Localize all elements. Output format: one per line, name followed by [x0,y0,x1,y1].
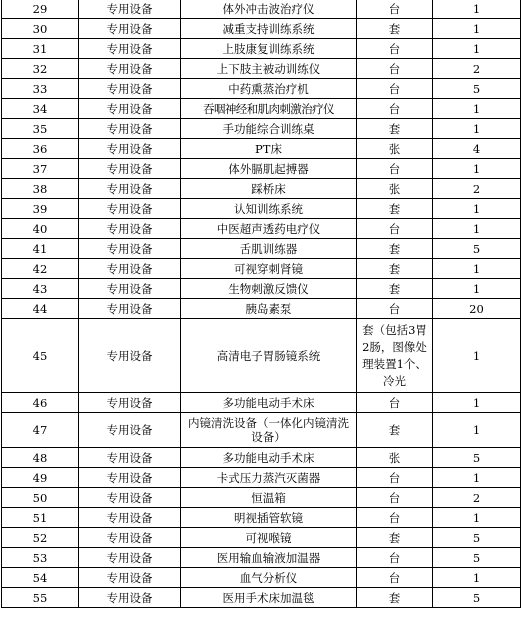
item-category: 专用设备 [79,279,181,299]
item-number: 30 [2,19,79,39]
item-name: 认知训练系统 [181,199,357,219]
item-unit: 台 [357,299,433,319]
item-number: 36 [2,139,79,159]
item-number: 44 [2,299,79,319]
item-category: 专用设备 [79,588,181,608]
item-category: 专用设备 [79,199,181,219]
item-quantity: 1 [433,159,521,179]
table-row [2,259,521,279]
item-quantity: 20 [433,299,521,319]
item-number: 37 [2,159,79,179]
item-name: 可视穿刺肾镜 [181,259,357,279]
item-unit: 台 [357,79,433,99]
item-number: 33 [2,79,79,99]
item-unit: 套 [357,528,433,548]
item-quantity: 5 [433,548,521,568]
item-name: 可视喉镜 [181,528,357,548]
item-category: 专用设备 [79,59,181,79]
item-unit: 套 [357,588,433,608]
item-name: 手功能综合训练桌 [181,119,357,139]
item-name: 体外冲击波治疗仪 [181,0,357,19]
item-name: 生物刺激反馈仪 [181,279,357,299]
item-quantity: 1 [433,259,521,279]
item-category: 专用设备 [79,393,181,413]
item-unit: 张 [357,139,433,159]
item-category: 专用设备 [79,39,181,59]
item-quantity: 1 [433,219,521,239]
table-row [2,528,521,548]
item-number: 42 [2,259,79,279]
item-category: 专用设备 [79,568,181,588]
item-unit: 套 [357,19,433,39]
item-unit-cell [357,319,433,393]
item-unit: 套 [357,279,433,299]
table-row [2,468,521,488]
item-unit: 台 [357,59,433,79]
item-unit: 套（包括3胃2肠，图像处理装置1个、冷光 [362,323,427,388]
item-number: 31 [2,39,79,59]
table-row [2,179,521,199]
table-row [2,239,521,259]
item-number: 45 [2,319,79,393]
item-number: 38 [2,179,79,199]
item-name: 舌肌训练器 [181,239,357,259]
item-name: 中医超声透药电疗仪 [181,219,357,239]
item-category: 专用设备 [79,179,181,199]
item-name: 血气分析仪 [181,568,357,588]
table-row [2,413,521,448]
item-category: 专用设备 [79,448,181,468]
item-quantity: 1 [433,99,521,119]
table-row [2,299,521,319]
item-unit: 套 [357,259,433,279]
item-quantity: 1 [433,568,521,588]
item-unit: 套 [357,119,433,139]
table-row [2,39,521,59]
item-unit: 台 [357,39,433,59]
item-category: 专用设备 [79,0,181,19]
item-quantity: 1 [433,0,521,19]
item-name: 胰岛素泵 [181,299,357,319]
item-category: 专用设备 [79,299,181,319]
item-category: 专用设备 [79,319,181,393]
item-number: 51 [2,508,79,528]
item-unit: 台 [357,0,433,19]
item-unit: 台 [357,568,433,588]
item-category: 专用设备 [79,139,181,159]
item-unit: 台 [357,548,433,568]
table-row [2,319,521,393]
item-name: 踩桥床 [181,179,357,199]
table-row [2,59,521,79]
item-quantity: 1 [433,468,521,488]
item-category: 专用设备 [79,219,181,239]
item-quantity: 1 [433,199,521,219]
table-row [2,99,521,119]
item-name: 恒温箱 [181,488,357,508]
item-number: 50 [2,488,79,508]
item-number: 49 [2,468,79,488]
item-number: 39 [2,199,79,219]
item-unit: 台 [357,219,433,239]
table-row [2,488,521,508]
table-row [2,588,521,608]
item-quantity: 5 [433,588,521,608]
item-quantity: 1 [433,39,521,59]
item-number: 53 [2,548,79,568]
item-number: 29 [2,0,79,19]
item-name: 多功能电动手术床 [181,448,357,468]
item-quantity: 1 [433,119,521,139]
item-number: 55 [2,588,79,608]
item-quantity: 1 [433,19,521,39]
table-row [2,568,521,588]
table-row [2,79,521,99]
table-row [2,219,521,239]
item-unit: 台 [357,159,433,179]
item-unit: 台 [357,393,433,413]
item-quantity: 5 [433,448,521,468]
item-category: 专用设备 [79,159,181,179]
item-quantity: 2 [433,179,521,199]
item-quantity: 1 [433,413,521,448]
item-number: 35 [2,119,79,139]
item-name: 减重支持训练系统 [181,19,357,39]
item-number: 54 [2,568,79,588]
item-quantity: 1 [433,508,521,528]
item-quantity: 1 [433,279,521,299]
item-category: 专用设备 [79,79,181,99]
item-number: 52 [2,528,79,548]
item-unit: 台 [357,99,433,119]
equipment-table-body [2,0,521,608]
item-category: 专用设备 [79,259,181,279]
item-number: 46 [2,393,79,413]
table-row [2,139,521,159]
item-number: 48 [2,448,79,468]
item-name: 明视插管软镜 [181,508,357,528]
item-name: 医用输血输液加温器 [181,548,357,568]
table-row [2,548,521,568]
item-category: 专用设备 [79,19,181,39]
table-row [2,448,521,468]
item-category: 专用设备 [79,488,181,508]
item-quantity: 5 [433,79,521,99]
item-category: 专用设备 [79,99,181,119]
item-unit: 套 [357,239,433,259]
table-row [2,199,521,219]
item-unit: 张 [357,179,433,199]
table-row [2,159,521,179]
item-name: 上下肢主被动训练仪 [181,59,357,79]
table-row [2,19,521,39]
item-quantity: 2 [433,488,521,508]
table-row [2,119,521,139]
item-name: 吞咽神经和肌肉刺激治疗仪 [181,99,357,119]
item-unit: 张 [357,448,433,468]
table-row [2,279,521,299]
item-name: 中药熏蒸治疗机 [181,79,357,99]
item-name: 多功能电动手术床 [181,393,357,413]
item-quantity: 2 [433,59,521,79]
item-category: 专用设备 [79,413,181,448]
item-unit: 台 [357,468,433,488]
item-category: 专用设备 [79,548,181,568]
item-category: 专用设备 [79,119,181,139]
item-quantity: 1 [433,393,521,413]
item-quantity: 5 [433,528,521,548]
item-number: 32 [2,59,79,79]
item-name: 医用手术床加温毯 [181,588,357,608]
item-unit: 台 [357,508,433,528]
item-category: 专用设备 [79,528,181,548]
item-number: 40 [2,219,79,239]
table-row [2,508,521,528]
item-category: 专用设备 [79,468,181,488]
item-category: 专用设备 [79,239,181,259]
item-unit: 套 [357,413,433,448]
equipment-table [1,0,521,608]
item-category: 专用设备 [79,508,181,528]
item-number: 43 [2,279,79,299]
item-unit: 台 [357,488,433,508]
item-name: 体外膈肌起搏器 [181,159,357,179]
item-quantity: 5 [433,239,521,259]
item-name: 卡式压力蒸汽灭菌器 [181,468,357,488]
item-quantity: 1 [433,319,521,393]
item-name: PT床 [181,139,357,159]
item-name: 内镜清洗设备（一体化内镜清洗设备） [181,413,357,448]
item-number: 34 [2,99,79,119]
table-row [2,0,521,19]
table-row [2,393,521,413]
item-name: 高清电子胃肠镜系统 [181,319,357,393]
item-number: 47 [2,413,79,448]
item-number: 41 [2,239,79,259]
item-name: 上肢康复训练系统 [181,39,357,59]
item-unit: 套 [357,199,433,219]
item-quantity: 4 [433,139,521,159]
